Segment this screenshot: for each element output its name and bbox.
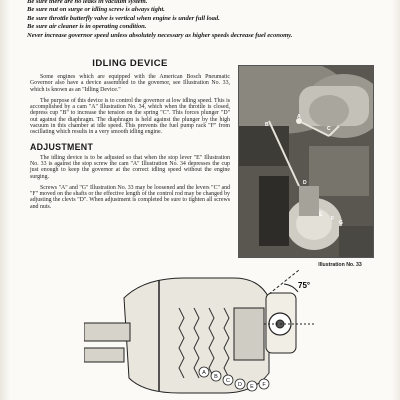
photo-label-c: C bbox=[327, 126, 331, 132]
text-column bbox=[30, 58, 230, 215]
photo-caption: Illustration No. 33 bbox=[318, 262, 362, 268]
photo-label-f: F bbox=[331, 216, 335, 222]
checklist-item: Be sure air cleaner is in operating condition. bbox=[27, 23, 147, 31]
callout-d: D bbox=[238, 382, 242, 388]
callout-b: B bbox=[214, 374, 218, 380]
photo-label-b: B bbox=[265, 122, 269, 128]
adjustment-paragraph-1: The idling device is to be adjusted so that when the stop lever "E" Illustration No. 33 is against the stop screw the cam "A" Illustration No. 34 depresses the cup just enough to keep the governor at the correct idling speed without the engine surging. bbox=[30, 154, 230, 180]
idling-paragraph-2: The purpose of this device is to control the governor at low idling speed. This is accomplished by a cam "A" Illustration No. 34, which when the throttle is closed, depress cup "B" to increase the tension on the spring "C". This forces plunger "D" out against the diaphragm. The diaphragm is held against the plunger by the high vacuum in this chamber at idle speed. This prevents the fuel pump rack "F" from oscillating which results in a very smooth idling engine. bbox=[30, 97, 230, 136]
checklist-item: Never increase governor speed unless absolutely necessary as higher speeds decrease fuel economy. bbox=[27, 31, 293, 39]
adjustment-paragraph-2: Screws "A" and "G" Illustration No. 33 may be loosened and the levers "C" and "F" moved on the shafts or the effective length of the control rod may be changed by adjusting the clevis "D". When adjustment is completed be sure to tighten all screws and nuts. bbox=[30, 184, 230, 210]
idling-device-heading: IDLING DEVICE bbox=[92, 58, 168, 69]
photo-label-d: D bbox=[303, 180, 307, 186]
adjustment-heading: ADJUSTMENT bbox=[30, 141, 94, 152]
callout-a: A bbox=[202, 370, 206, 376]
callout-e: E bbox=[250, 384, 254, 390]
angle-label: 75° bbox=[298, 281, 311, 290]
photo-label-e: E bbox=[319, 212, 323, 218]
checklist-item: Be sure nut on surge or idling screw is always tight. bbox=[27, 6, 165, 14]
checklist bbox=[27, 0, 367, 40]
idling-paragraph-1: Some engines which are equipped with the American Bosch Pneumatic Governor also have a device assembled to the governor, see Illustration No. 33, which is known as an "Idling Device." bbox=[30, 74, 230, 93]
checklist-item: Be sure there are no leaks in vacuum system. bbox=[27, 0, 148, 5]
photo-label-g: G bbox=[339, 220, 343, 226]
callout-f: F bbox=[262, 382, 266, 388]
callout-c: C bbox=[226, 378, 230, 384]
governor-photo bbox=[238, 65, 374, 258]
governor-cutaway-diagram bbox=[84, 268, 324, 400]
photo-label-a: A bbox=[297, 114, 301, 120]
checklist-item: Be sure throttle butterfly valve is vertical when engine is under full load. bbox=[27, 14, 220, 22]
